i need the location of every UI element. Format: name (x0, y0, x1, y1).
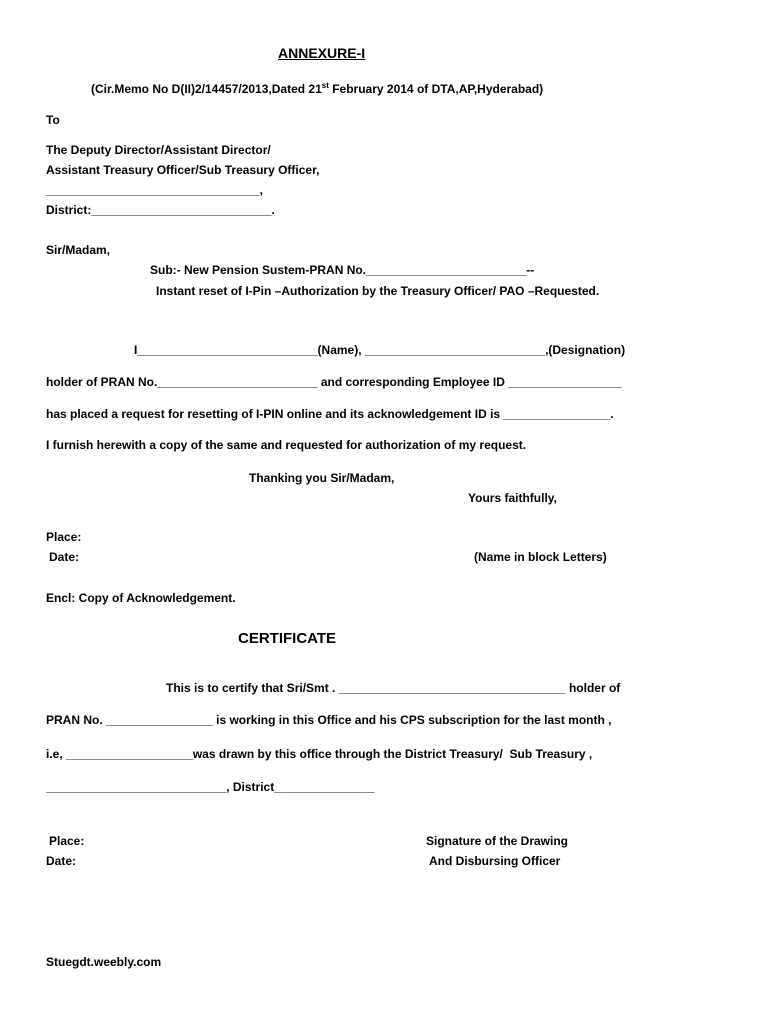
address-to: To (46, 113, 60, 127)
address-line-1: The Deputy Director/Assistant Director/ (46, 143, 271, 157)
body-line-1: I___________________________(Name), ___________________________,(Designation) (134, 343, 626, 357)
certificate-line-2: PRAN No. ________________ is working in this Office and his CPS subscription for the last month , (46, 713, 612, 727)
subject-line-1: Sub:- New Pension Sustem-PRAN No.________________________-- (150, 263, 535, 277)
body-line-2: holder of PRAN No.________________________ and corresponding Employee ID _________________ (46, 375, 622, 389)
date-label: Date: (49, 550, 80, 564)
certificate-line-4: ___________________________, District_______________ (46, 780, 375, 794)
memo-date-superscript: st (321, 81, 329, 90)
memo-text-start: (Cir.Memo No D(II)2/14457/2013,Dated 21 (91, 82, 322, 96)
body-line-4: I furnish herewith a copy of the same and requested for authorization of my request. (46, 438, 527, 452)
yours-faithfully: Yours faithfully, (468, 491, 557, 505)
place-label: Place: (46, 530, 82, 544)
circular-memo-reference (91, 82, 543, 96)
signature-line-2: And Disbursing Officer (429, 854, 561, 868)
footer-website: Stuegdt.weebly.com (46, 955, 162, 969)
subject-line-2: Instant reset of I-Pin –Authorization by the Treasury Officer/ PAO –Requested. (156, 284, 600, 298)
page-title: ANNEXURE-I (278, 45, 366, 61)
certificate-place-label: Place: (49, 834, 85, 848)
signature-line-1: Signature of the Drawing (426, 834, 569, 848)
salutation: Sir/Madam, (46, 243, 111, 257)
thanking-text: Thanking you Sir/Madam, (249, 471, 395, 485)
certificate-title: CERTIFICATE (238, 630, 337, 647)
memo-text-end: February 2014 of DTA,AP,Hyderabad) (328, 82, 544, 96)
certificate-line-3: i.e, ___________________was drawn by this office through the District Treasury/ Sub Treasury , (46, 747, 593, 761)
body-line-3: has placed a request for resetting of I-PIN online and its acknowledgement ID is ________________. (46, 407, 614, 421)
certificate-line-1: This is to certify that Sri/Smt . __________________________________ holder of (166, 681, 621, 695)
enclosure-note: Encl: Copy of Acknowledgement. (46, 591, 236, 605)
certificate-date-label: Date: (46, 854, 77, 868)
address-line-2: Assistant Treasury Officer/Sub Treasury Officer, (46, 163, 320, 177)
address-line-3: ________________________________, (46, 183, 263, 197)
name-in-block-letters: (Name in block Letters) (474, 550, 607, 564)
address-district: District:___________________________. (46, 203, 275, 217)
